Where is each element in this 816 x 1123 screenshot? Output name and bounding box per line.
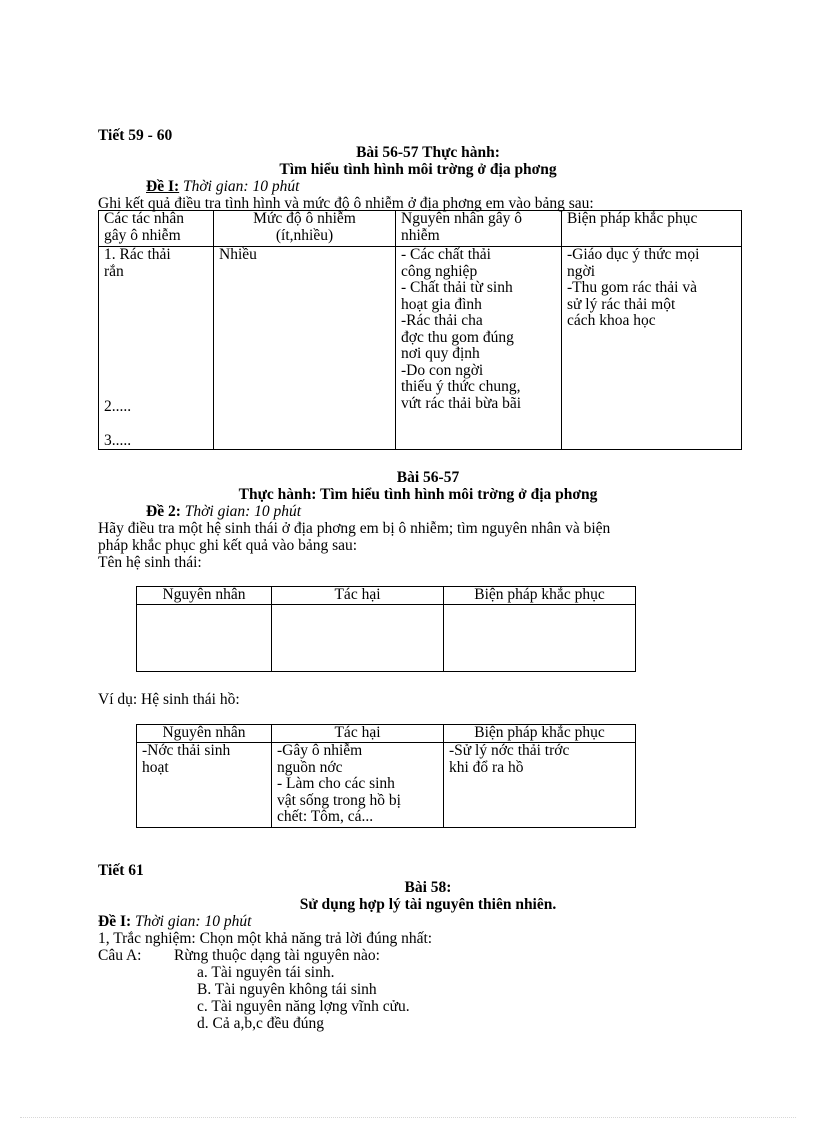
header-cell: Biện pháp khắc phục — [444, 725, 636, 743]
cell-line: -Nớc thải sinh — [142, 742, 231, 759]
solution-cell — [444, 743, 636, 828]
exam-number: Đề 2: — [146, 503, 181, 520]
answer-option: c. Tài nguyên năng lợng vĩnh cửu. — [197, 998, 410, 1015]
lesson-title: Bài 58: — [404, 879, 452, 896]
exam-time: Thời gian: 10 phút — [180, 503, 302, 520]
cell-line: rắn — [104, 262, 124, 280]
cell-line: -Gây ô nhiễm — [277, 742, 363, 759]
cell-line: ngời — [567, 262, 596, 280]
cell-line: -Do con ngời — [401, 361, 484, 379]
cell-line: thiếu ý thức chung, — [401, 378, 521, 395]
header-line: gây ô nhiễm — [104, 226, 181, 244]
cell-line: 3..... — [104, 432, 132, 449]
answer-option: a. Tài nguyên tái sinh. — [197, 964, 335, 981]
cell-line: -Rác thải cha — [401, 312, 483, 329]
cell-line: sử lý rác thải một — [567, 295, 676, 313]
pollution-table — [98, 210, 742, 450]
example-label: Ví dụ: Hệ sinh thái hồ: — [98, 691, 240, 708]
empty-cell — [137, 605, 272, 672]
answer-option: B. Tài nguyên không tái sinh — [197, 981, 377, 998]
table-header-row — [99, 211, 742, 247]
level-cell — [214, 247, 396, 450]
header-line: Biện pháp khắc phục — [567, 210, 698, 227]
table-row — [137, 743, 636, 828]
quiz-intro: 1, Trắc nghiệm: Chọn một khả năng trả lời đúng nhất: — [98, 930, 433, 947]
cell-line: 2..... — [104, 398, 132, 415]
tiet-heading: Tiết 61 — [98, 862, 144, 879]
cell-line: vật sống trong hồ bị — [277, 791, 401, 809]
header-line: (ít,nhiều) — [275, 226, 334, 244]
cell-line: chết: Tôm, cá... — [277, 808, 374, 825]
tiet-heading: Tiết 59 - 60 — [98, 127, 173, 144]
lesson-subtitle: Tìm hiểu tình hình môi trờng ở địa phơng — [279, 161, 557, 178]
cell-line: -Sử lý nớc thải trớc — [449, 742, 570, 759]
answer-option: d. Cả a,b,c đều đúng — [197, 1015, 324, 1032]
cell-line: khi đổ ra hồ — [449, 758, 524, 776]
exam-time: Thời gian: 10 phút — [179, 178, 300, 195]
table-header-row — [137, 725, 636, 743]
cell-line: nguồn nớc — [277, 758, 343, 776]
cell-line: - Làm cho các sinh — [277, 775, 395, 792]
header-cell — [99, 211, 214, 247]
exam-label — [146, 179, 299, 195]
cell-line: - Các chất thải — [401, 246, 491, 263]
example-table — [136, 724, 636, 828]
paragraph-line: Hãy điều tra một hệ sinh thái ở địa phơng em bị ô nhiễm; tìm nguyên nhân và biện — [98, 520, 611, 537]
header-cell: Biện pháp khắc phục — [444, 587, 636, 605]
lesson-title: Bài 56-57 Thực hành: — [356, 144, 500, 161]
exam-label — [146, 504, 301, 520]
instruction-text: Ghi kết quả điều tra tình hình và mức độ ô nhiễm ở địa phơng em vào bảng sau: — [98, 195, 594, 212]
cell-line: đợc thu gom đúng — [401, 328, 514, 346]
header-line: Mức độ ô nhiễm — [253, 210, 356, 227]
exam-time: Thời gian: 10 phút — [131, 913, 252, 930]
header-line: nhiễm — [401, 226, 440, 244]
empty-cell — [444, 605, 636, 672]
cell-line: nơi quy định — [401, 345, 480, 362]
cause-cell — [137, 743, 272, 828]
lesson-title: Bài 56-57 — [396, 469, 460, 486]
cell-line: - Chất thải từ sinh — [401, 279, 513, 296]
agent-cell — [99, 247, 214, 450]
ecosystem-name-label: Tên hệ sinh thái: — [98, 554, 202, 571]
header-line: Các tác nhân — [104, 210, 185, 227]
solution-cell — [562, 247, 742, 450]
table-row — [99, 247, 742, 450]
cell-line: cách khoa học — [567, 312, 656, 329]
ecosystem-table — [136, 586, 636, 672]
page-footer-rule — [20, 1117, 796, 1118]
header-cell: Nguyên nhân — [137, 587, 272, 605]
exam-label — [98, 914, 251, 930]
cause-cell — [396, 247, 562, 450]
harm-cell — [272, 743, 444, 828]
cell-line: hoạt — [142, 758, 169, 776]
cell-line: công nghiệp — [401, 262, 478, 280]
table-header-row — [137, 587, 636, 605]
paragraph-line: pháp khắc phục ghi kết quả vào bảng sau: — [98, 537, 358, 554]
question-label: Câu A: — [98, 947, 142, 964]
cell-line: hoạt gia đình — [401, 295, 482, 313]
cell-line: -Thu gom rác thải và — [567, 279, 697, 296]
header-cell — [396, 211, 562, 247]
empty-cell — [272, 605, 444, 672]
header-cell: Tác hại — [272, 587, 444, 605]
lesson-subtitle: Sử dụng hợp lý tài nguyên thiên nhiên. — [299, 896, 557, 913]
cell-line: Nhiều — [219, 246, 257, 263]
header-cell: Tác hại — [272, 725, 444, 743]
header-cell — [214, 211, 396, 247]
exam-number: Đề I: — [146, 178, 180, 195]
header-cell: Nguyên nhân — [137, 725, 272, 743]
table-row — [137, 605, 636, 672]
cell-line: vứt rác thải bừa bãi — [401, 394, 522, 412]
cell-line: -Giáo dục ý thức mọi — [567, 246, 700, 263]
cell-line: 1. Rác thải — [104, 246, 171, 263]
exam-number: Đề I: — [98, 913, 132, 930]
lesson-subtitle: Thực hành: Tìm hiểu tình hình môi trờng ở địa phơng — [238, 486, 598, 503]
header-line: Nguyên nhân gây ô — [401, 210, 522, 227]
header-cell — [562, 211, 742, 247]
question-text: Rừng thuộc dạng tài nguyên nào: — [174, 947, 380, 964]
